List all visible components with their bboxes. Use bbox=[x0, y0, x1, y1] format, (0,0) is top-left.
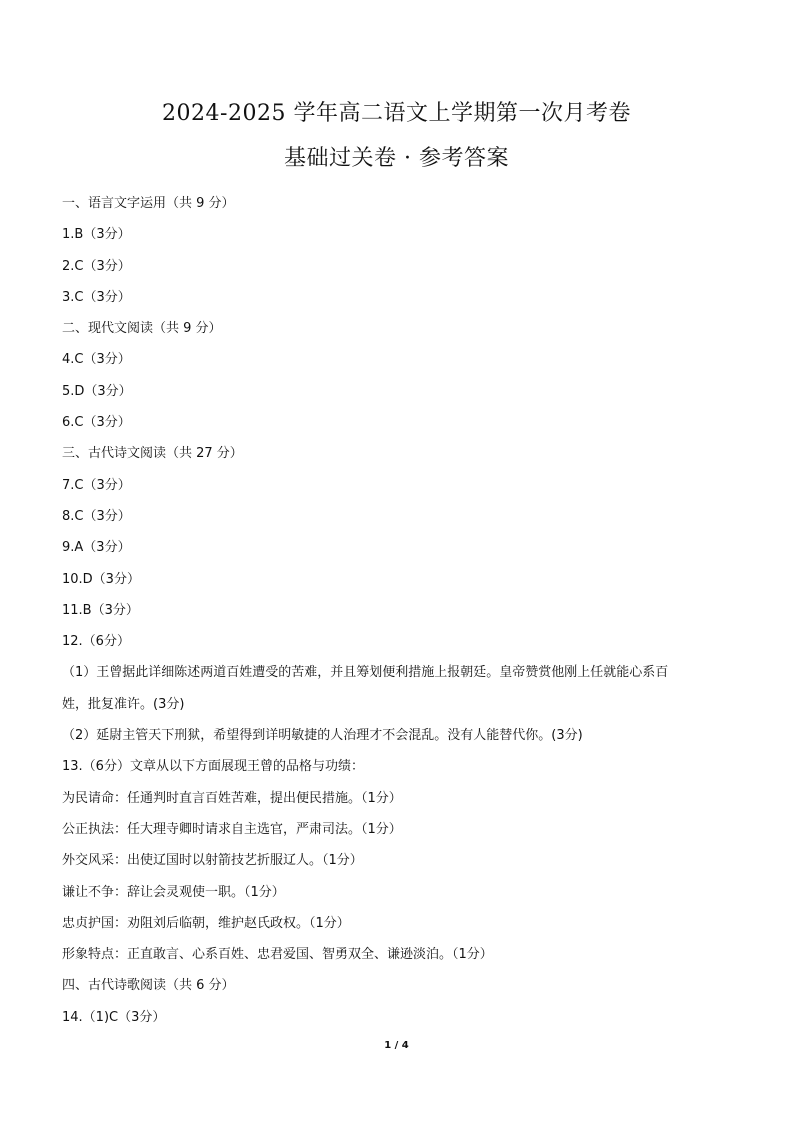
answer-line: 7.C（3分） bbox=[62, 477, 131, 493]
answer-line: 4.C（3分） bbox=[62, 352, 131, 368]
answer-line: 12.（6分） bbox=[62, 634, 130, 650]
answer-line: 10.D（3分） bbox=[62, 571, 140, 587]
answer-line: 公正执法：任大理寺卿时请求自主选官，严肃司法。（1分） bbox=[62, 821, 402, 837]
answer-line: 8.C（3分） bbox=[62, 508, 131, 524]
answer-line: 6.C（3分） bbox=[62, 415, 131, 431]
answer-line: 14.（1)C（3分） bbox=[62, 1009, 166, 1025]
section-heading: 三、古代诗文阅读（共 27 分） bbox=[62, 446, 243, 462]
answer-line: （1）王曾据此详细陈述两道百姓遭受的苦难，并且筹划便利措施上报朝廷。皇帝赞赏他刚上任就能心系百 bbox=[62, 665, 669, 681]
answer-line: 5.D（3分） bbox=[62, 383, 132, 399]
answer-line: 11.B（3分） bbox=[62, 602, 139, 618]
section-heading: 二、现代文阅读（共 9 分） bbox=[62, 321, 222, 337]
answer-list bbox=[62, 193, 742, 1038]
answer-line: 外交风采：出使辽国时以射箭技艺折服辽人。（1分） bbox=[62, 853, 363, 869]
section-heading: 一、语言文字运用（共 9 分） bbox=[62, 196, 235, 211]
page-subtitle: 基础过关卷 · 参考答案 bbox=[284, 146, 509, 171]
answer-line: 2.C（3分） bbox=[62, 258, 131, 274]
page-title: 2024-2025 学年高二语文上学期第一次月考卷 bbox=[162, 101, 631, 126]
answer-line: 13.（6分）文章从以下方面展现王曾的品格与功绩： bbox=[62, 759, 364, 775]
answer-line: 形象特点：正直敢言、心系百姓、忠君爱国、智勇双全、谦逊淡泊。（1分） bbox=[62, 947, 493, 963]
answer-line: 3.C（3分） bbox=[62, 289, 131, 305]
answer-line: （2）延尉主管天下刑狱，希望得到详明敏捷的人治理才不会混乱。没有人能替代你。(3分) bbox=[62, 728, 583, 744]
answer-line: 1.B（3分） bbox=[62, 227, 131, 243]
section-heading: 四、古代诗歌阅读（共 6 分） bbox=[62, 978, 235, 994]
answer-line: 谦让不争：辞让会灵观使一职。（1分） bbox=[62, 884, 285, 900]
answer-line: 忠贞护国：劝阻刘后临朝，维护赵氏政权。（1分） bbox=[62, 915, 350, 931]
answer-line: 9.A（3分） bbox=[62, 540, 131, 556]
answer-line: 姓，批复准许。(3分) bbox=[62, 696, 185, 712]
page-number: 1 / 4 bbox=[384, 1040, 409, 1051]
answer-line: 为民请命：任通判时直言百姓苦难，提出便民措施。（1分） bbox=[62, 790, 402, 806]
